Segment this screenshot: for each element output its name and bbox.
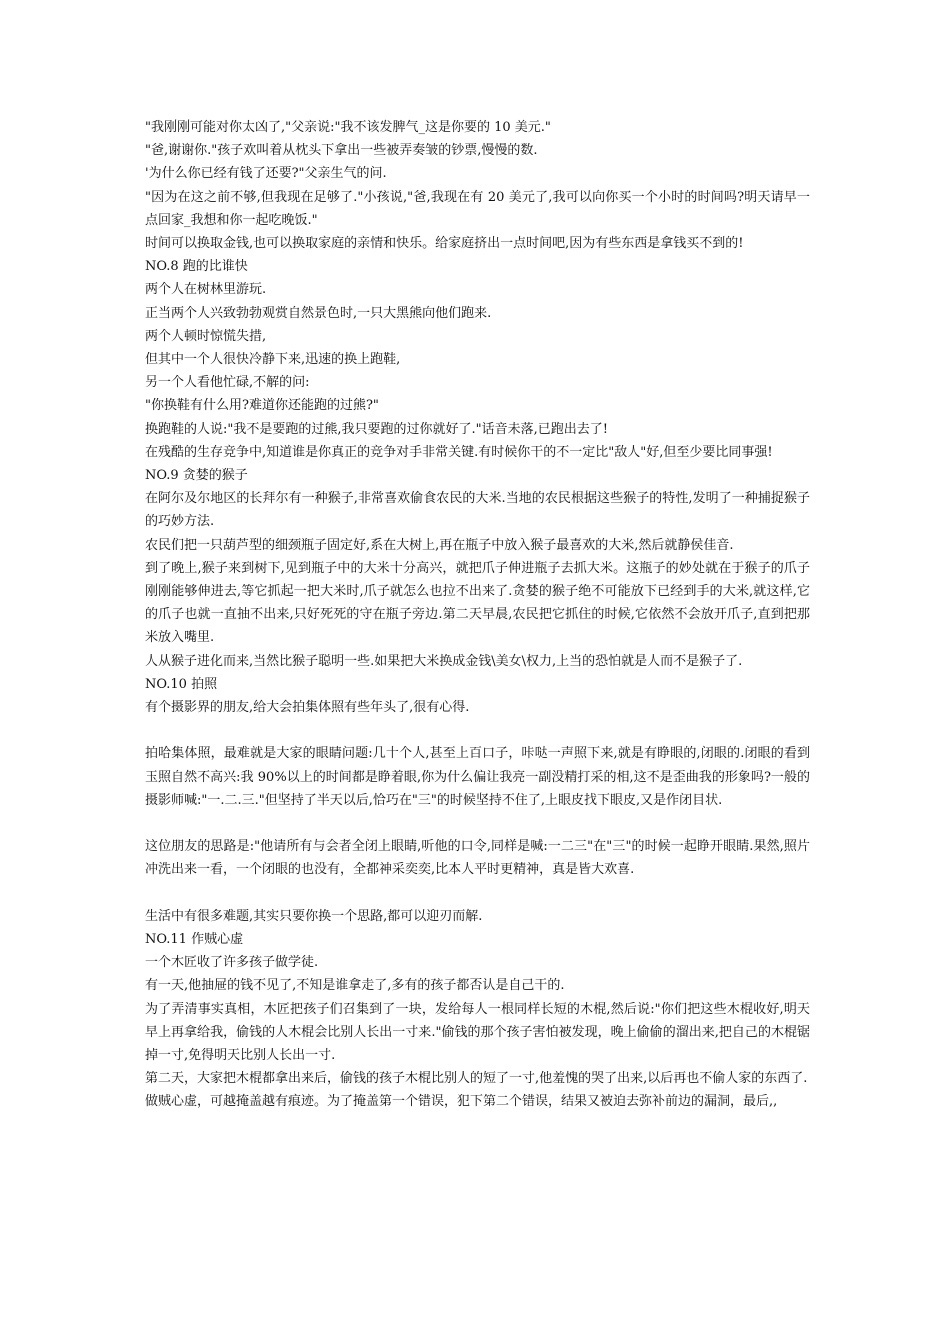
paragraph: 时间可以换取金钱,也可以换取家庭的亲情和快乐。给家庭挤出一点时间吧,因为有些东西是拿钱买不到的! — [145, 236, 744, 252]
paragraph: 一个木匠收了许多孩子做学徒. — [145, 955, 319, 971]
paragraph: 在阿尔及尔地区的长拜尔有一种猴子,非常喜欢偷食农民的大米.当地的农民根据这些猴子的特性,发明了一种捕捉猴子的巧妙方法. — [145, 491, 810, 530]
paragraph: 有一天,他抽屉的钱不见了,不知是谁拿走了,多有的孩子都否认是自己干的. — [145, 978, 565, 994]
paragraph: 为了弄清事实真相，木匠把孩子们召集到了一块，发给每人一根同样长短的木棍,然后说:"你们把这些木棍收好,明天早上再拿给我，偷钱的人木棍会比别人长出一寸来."偷钱的那个孩子害怕被发现，晚上偷偷的溜出来,把自己的木棍锯掉一寸,免得明天比别人长出一寸. — [145, 1001, 810, 1064]
paragraph: 第二天，大家把木棍都拿出来后，偷钱的孩子木棍比别人的短了一寸,他羞愧的哭了出来,以后再也不偷人家的东西了. — [145, 1071, 808, 1087]
paragraph: 农民们把一只葫芦型的细颈瓶子固定好,系在大树上,再在瓶子中放入猴子最喜欢的大米,然后就静侯佳音. — [145, 537, 734, 553]
paragraph: "因为在这之前不够,但我现在足够了."小孩说,"爸,我现在有 20 美元了,我可以向你买一个小时的时间吗?明天请早一点回家_我想和你一起吃晚饭." — [145, 189, 810, 228]
paragraph: "我刚刚可能对你太凶了,"父亲说:"我不该发脾气_这是你要的 10 美元." — [145, 120, 551, 135]
paragraph: 但其中一个人很快冷静下来,迅速的换上跑鞋, — [145, 352, 401, 368]
paragraph: "爸,谢谢你."孩子欢叫着从枕头下拿出一些被弄奏皱的钞票,慢慢的数. — [145, 143, 538, 159]
section-heading-no9: NO.9 贪婪的猴子 — [145, 468, 248, 484]
paragraph: 在残酷的生存竞争中,知道谁是你真正的竞争对手非常关键.有时候你干的不一定比"敌人"好,但至少要比同事强! — [145, 444, 773, 460]
paragraph: "你换鞋有什么用?难道你还能跑的过熊?" — [145, 398, 379, 414]
paragraph: 拍哈集体照，最难就是大家的眼睛问题:几十个人,甚至上百口子，咔哒一声照下来,就是有睁眼的,闭眼的.闭眼的看到玉照自然不高兴:我 90%以上的时间都是睁着眼,你为什么偏让我亮一副没精打采的相,这不是歪曲我的形象吗?一般的摄影师喊:"一.二.三."但坚持了半天以后,恰巧在"三"的时候坚持不住了,上眼皮找下眼皮,又是作闭目状. — [145, 746, 810, 808]
paragraph: 生活中有很多难题,其实只要你换一个思路,都可以迎刃而解. — [145, 908, 483, 924]
blank-line — [145, 719, 810, 742]
paragraph: 正当两个人兴致勃勃观赏自然景色时,一只大黑熊向他们跑来. — [145, 305, 492, 321]
paragraph: 有个摄影界的朋友,给大会拍集体照有些年头了,很有心得. — [145, 700, 470, 716]
paragraph: 两个人顿时惊慌失措, — [145, 328, 267, 344]
document-body — [145, 116, 810, 1114]
section-heading-no11: NO.11 作贼心虚 — [145, 932, 244, 948]
paragraph: 到了晚上,猴子来到树下,见到瓶子中的大米十分高兴，就把爪子伸进瓶子去抓大米。这瓶子的妙处就在于猴子的爪子刚刚能够伸进去,等它抓起一把大米时,爪子就怎么也拉不出来了.贪婪的猴子绝不可能放下已经到手的大米,就这样,它的爪子也就一直抽不出来,只好死死的守在瓶子旁边.第二天早晨,农民把它抓住的时候,它依然不会放开爪子,直到把那米放入嘴里. — [145, 560, 810, 646]
paragraph: 两个人在树林里游玩. — [145, 282, 267, 298]
section-heading-no10: NO.10 拍照 — [145, 676, 218, 692]
paragraph: 人从猴子进化而来,当然比猴子聪明一些.如果把大米换成金钱\美女\权力,上当的恐怕就是人而不是猴子了. — [145, 653, 743, 669]
paragraph: 做贼心虚，可越掩盖越有痕迹。为了掩盖第一个错误，犯下第二个错误，结果又被迫去弥补前边的漏洞，最后,, — [145, 1094, 778, 1110]
paragraph: 这位朋友的思路是:"他请所有与会者全闭上眼睛,听他的口令,同样是喊:一二三"在"三"的时候一起睁开眼睛.果然,照片冲洗出来一看，一个闭眼的也没有，全都神采奕奕,比本人平时更精神，真是皆大欢喜. — [145, 839, 810, 878]
paragraph: 换跑鞋的人说:"我不是要跑的过熊,我只要跑的过你就好了."话音未落,已跑出去了! — [145, 421, 608, 437]
section-heading-no8: NO.8 跑的比谁快 — [145, 259, 248, 275]
paragraph: '为什么你已经有钱了还要?"父亲生气的问. — [145, 166, 387, 182]
paragraph: 另一个人看他忙碌,不解的问: — [145, 375, 310, 391]
blank-line — [145, 812, 810, 835]
blank-line — [145, 882, 810, 905]
